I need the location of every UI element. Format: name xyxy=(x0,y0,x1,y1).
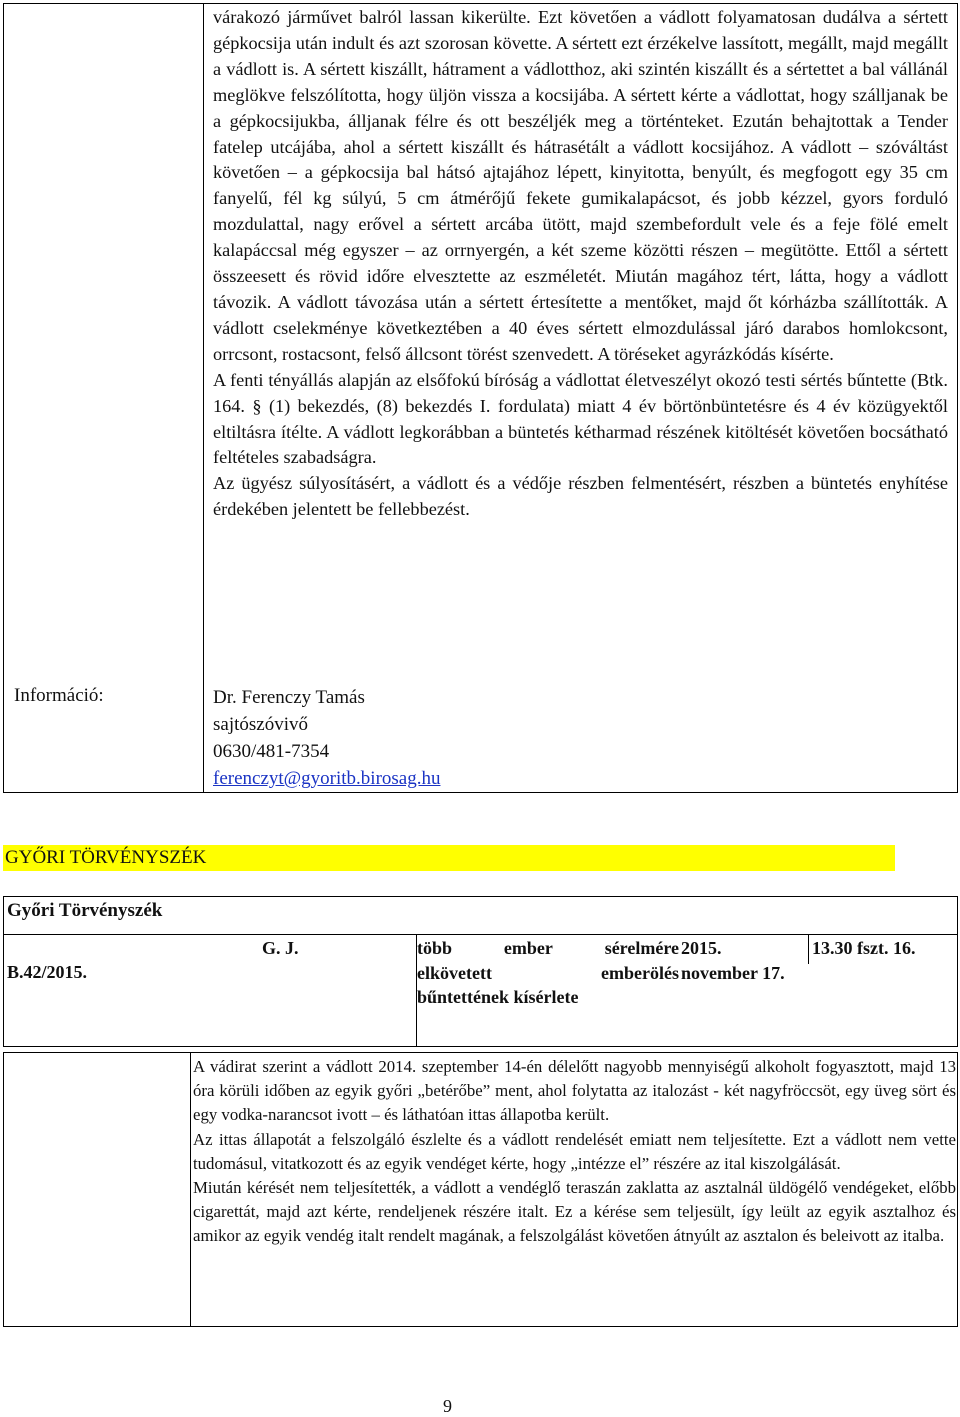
crime-word: sérelmére xyxy=(604,938,679,958)
case-number: B.42/2015. xyxy=(7,962,88,982)
hearing-date xyxy=(681,936,785,985)
court-name: Győri Törvényszék xyxy=(7,900,163,921)
hearing-date-year: 2015. xyxy=(681,938,722,958)
crime-word: több xyxy=(417,938,453,958)
paragraph: Az ittas állapotát a felszolgáló észlelte és a vádlott rendelését emiatt nem teljesítette. Ezt a vádlott nem vette tudomásul, vitatkozott és az egyik vendéget kérte, hogy „intézze el” részére az ital kiszolgálását. xyxy=(193,1129,956,1173)
hearing-room: 13.30 fszt. 16. xyxy=(812,938,916,958)
contact-block xyxy=(213,684,440,792)
paragraph: A vádirat szerint a vádlott 2014. szeptember 14-én délelőtt nagyobb mennyiségű alkoholt fogyasztott, majd 13 óra körüli időben az egyik győri „betérőbe” ment, ahol folytatta az italozást - két nagyfröccsöt, egy üveg sört és egy vodka-narancsot ivott – és láthatóan ittas állapotba került. xyxy=(193,1057,956,1125)
case-table-separator xyxy=(3,934,958,935)
court-banner-text: GYŐRI TÖRVÉNYSZÉK xyxy=(5,847,207,868)
crime-word: emberölés xyxy=(601,962,679,983)
crime-line: bűntettének kísérlete xyxy=(417,987,579,1007)
paragraph: A fenti tényállás alapján az elsőfokú bíróság a vádlottat életveszélyt okozó testi sértés bűntette (Btk. 164. § (1) bekezdés, (8) bekezdés I. fordulata) miatt 4 év börtönbüntetésre és 4 év közügyektől eltiltásra ítélte. A vádlott legkorábban a büntetés kétharmad részének kitöltését követően bocsátható feltételes szabadságra. xyxy=(213,369,948,468)
contact-role: sajtószóvivő xyxy=(213,714,308,735)
hearing-date-day: november 17. xyxy=(681,962,785,983)
paragraph: Miután kérését nem teljesítették, a vádlott a vendéglő teraszán zaklatta az asztalnál üldögélő vendégeket, előbb cigarettát, majd azt kérte, rendeljenek részére italt. Ez a kérése sem teljesült, így leült az egyik asztalhoz és amikor az egyik vendég italt rendelt magának, a felszolgálást követően átnyúlt az asztalon és beleivott az italba. xyxy=(193,1178,956,1246)
paragraph: várakozó járművet balról lassan kikerülte. Ezt követően a vádlott folyamatosan dudálva a sértett gépkocsija után indult és azt szorosan követte. A sértett ezt érzékelve lassított, megállt, majd megállt a vádlott is. A sértett kiszállt, hátrament a vádlotthoz, aki szintén kiszállt és a sértettet a bal vállánál meglökve felszólította, hogy üljön vissza a kocsijába. A sértett kérte a vádlottat, hogy szálljanak be a gépkocsijukba, álljanak félre és ott beszéljék meg a történteket. Ezután behajtottak a Tender fatelep utcájába, ahol a sértett kiszállt és hátrasétált a vádlott kocsijához. A vádlott – szóváltást követően – a gépkocsija bal hátsó ajtajához lépett, kinyitotta, benyúlt, és megfogott egy 35 cm fanyelű, fél kg súlyú, 5 cm átmérőjű fekete gumikalapácsot, és jobb kézzel, gyors forduló mozdulattal, nagy erővel a sértett arcába ütött, majd szembefordult vele és a feje fölé emelt kalapáccsal még egyszer – az orrnyergén, a két szeme közötti részen – megütötte. Ettől a sértett összeesett és rövid időre elvesztette az eszméletét. Miután magához tért, látta, hogy a vádlott távozik. A vádlott távozása után a sértett értesítette a mentőket, majd őt kórházba szállították. A vádlott cselekménye következtében a 40 éves sértett elmozdulással járó darabos homlokcsont, orrcsont, rostacsont, felső állcsont törést szenvedett. A töréseket agyrázkódás kísérte. xyxy=(213,7,948,364)
indictment-text xyxy=(193,1055,956,1249)
judge-initials: G. J. xyxy=(262,938,299,958)
paragraph: Az ügyész súlyosításért, a vádlott és a védője részben felmentésért, részben a büntetés enyhítése érdekében jelentett be fellebbezést. xyxy=(213,473,948,520)
case-description xyxy=(213,5,948,523)
column-divider xyxy=(808,934,809,964)
table-divider xyxy=(190,1052,191,1327)
court-banner xyxy=(3,845,895,871)
contact-email-link[interactable]: ferenczyt@gyoritb.birosag.hu xyxy=(213,768,441,789)
crime-description xyxy=(417,936,679,1010)
contact-phone: 0630/481-7354 xyxy=(213,741,330,762)
table-divider xyxy=(203,3,204,793)
info-label: Információ: xyxy=(14,685,104,706)
crime-word: elkövetett xyxy=(417,962,492,983)
crime-word: ember xyxy=(503,938,553,958)
contact-name: Dr. Ferenczy Tamás xyxy=(213,687,365,708)
page-number: 9 xyxy=(443,1396,452,1416)
